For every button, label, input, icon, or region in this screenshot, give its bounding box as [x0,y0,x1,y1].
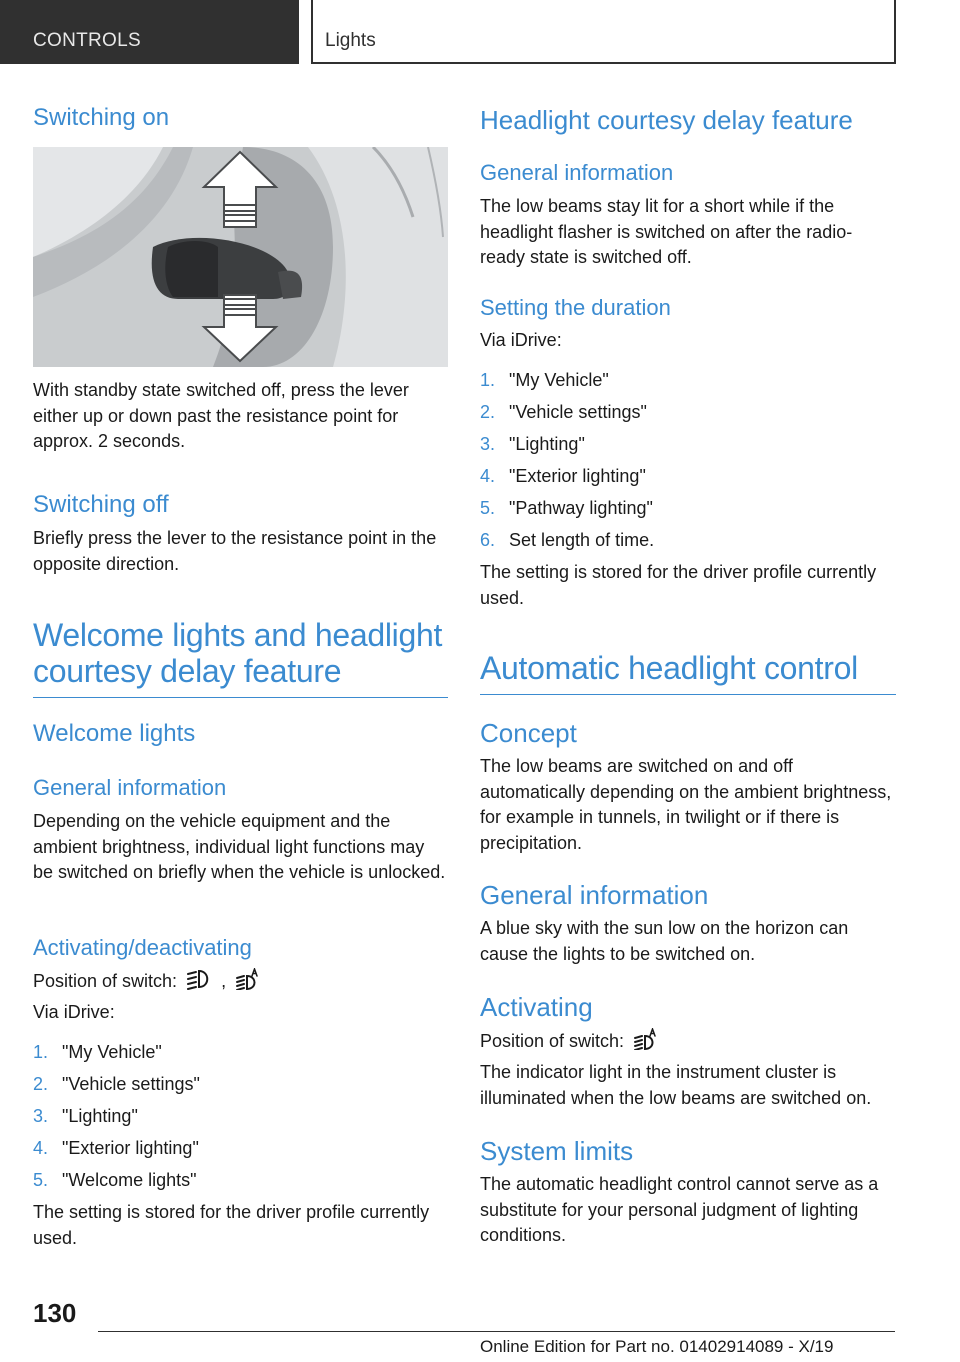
switching-off-text: Briefly press the lever to the resistance point in the opposite direction. [33,528,437,574]
header-chapter-tab [311,0,896,64]
auto-general-text: A blue sky with the sun low on the horizon can cause the lights to be switched on. [480,918,849,964]
list-item: 3. "Lighting" [480,434,585,454]
welcome-general-text: Depending on the vehicle equipment and the ambient brightness, individual light functions may be switched on briefly when the vehicle is unlocked. [33,811,446,882]
turn-signal-lever-figure [33,147,448,367]
list-item: 2. "Vehicle settings" [480,402,647,422]
concept-text: The low beams are switched on and off automatically depending on the ambient brightness, for example in tunnels, in twilight or if there is precipitation. [480,756,892,853]
welcome-via-idrive: Via iDrive: [33,1002,115,1022]
welcome-courtesy-heading: Welcome lights and headlight courtesy delay feature [33,617,448,698]
switching-on-text: With standby state switched off, press the lever either up or down past the resistance point for approx. 2 seconds. [33,380,409,451]
list-item: 1. "My Vehicle" [33,1042,162,1062]
concept-heading: Concept [480,718,577,748]
system-limits-text: The automatic headlight control cannot serve as a substitute for your personal judgment of lighting conditions. [480,1174,879,1245]
list-item: 6. Set length of time. [480,530,655,550]
switching-on-heading: Switching on [33,104,170,131]
footer-edition: Online Edition for Part no. 01402914089 - X/19 [480,1337,834,1356]
courtesy-steps-list [480,368,896,560]
list-item: 4. "Exterior lighting" [480,466,646,486]
system-limits-heading: System limits [480,1136,634,1166]
courtesy-duration-heading: Setting the duration [480,295,671,320]
list-item: 5. "Pathway lighting" [480,498,653,518]
welcome-stored-text: The setting is stored for the driver profile currently used. [33,1202,430,1248]
auto-activating-heading: Activating [480,992,593,1022]
welcome-activating-heading: Activating/deactivating [33,935,252,960]
courtesy-general-text: The low beams stay lit for a short while if the headlight flasher is switched on after the radio-ready state is switched off. [480,196,853,267]
auto-indicator-text: The indicator light in the instrument cluster is illuminated when the low beams are switched on. [480,1062,872,1108]
courtesy-via-idrive: Via iDrive: [480,330,562,350]
automatic-headlight-icon [235,968,261,990]
header-section-label: CONTROLS [33,30,141,51]
footer-divider [98,1331,895,1332]
header-section-tab [0,0,299,64]
auto-switch-position-label: Position of switch: [480,1031,625,1051]
auto-general-heading: General information [480,880,709,910]
header-chapter-label: Lights [325,30,376,51]
list-item: 5. "Welcome lights" [33,1170,197,1190]
welcome-lights-heading: Welcome lights [33,720,196,747]
welcome-general-heading: General information [33,775,227,800]
courtesy-stored-text: The setting is stored for the driver profile currently used. [480,562,877,608]
automatic-headlight-icon [633,1028,659,1050]
list-item: 4. "Exterior lighting" [33,1138,199,1158]
auto-switch-position [480,1028,896,1055]
page-number: 130 [33,1298,77,1328]
welcome-switch-position [33,968,448,995]
courtesy-heading: Headlight courtesy delay feature [480,105,853,135]
welcome-steps-list [33,1040,448,1200]
lever-illustration [33,147,448,367]
switch-position-separator: , [221,971,227,991]
switch-position-label: Position of switch: [33,971,178,991]
courtesy-general-heading: General information [480,160,674,185]
auto-headlight-heading: Automatic headlight control [480,650,896,695]
low-beam-icon [186,968,212,990]
list-item: 1. "My Vehicle" [480,370,609,390]
list-item: 2. "Vehicle settings" [33,1074,200,1094]
list-item: 3. "Lighting" [33,1106,138,1126]
switching-off-heading: Switching off [33,491,169,518]
